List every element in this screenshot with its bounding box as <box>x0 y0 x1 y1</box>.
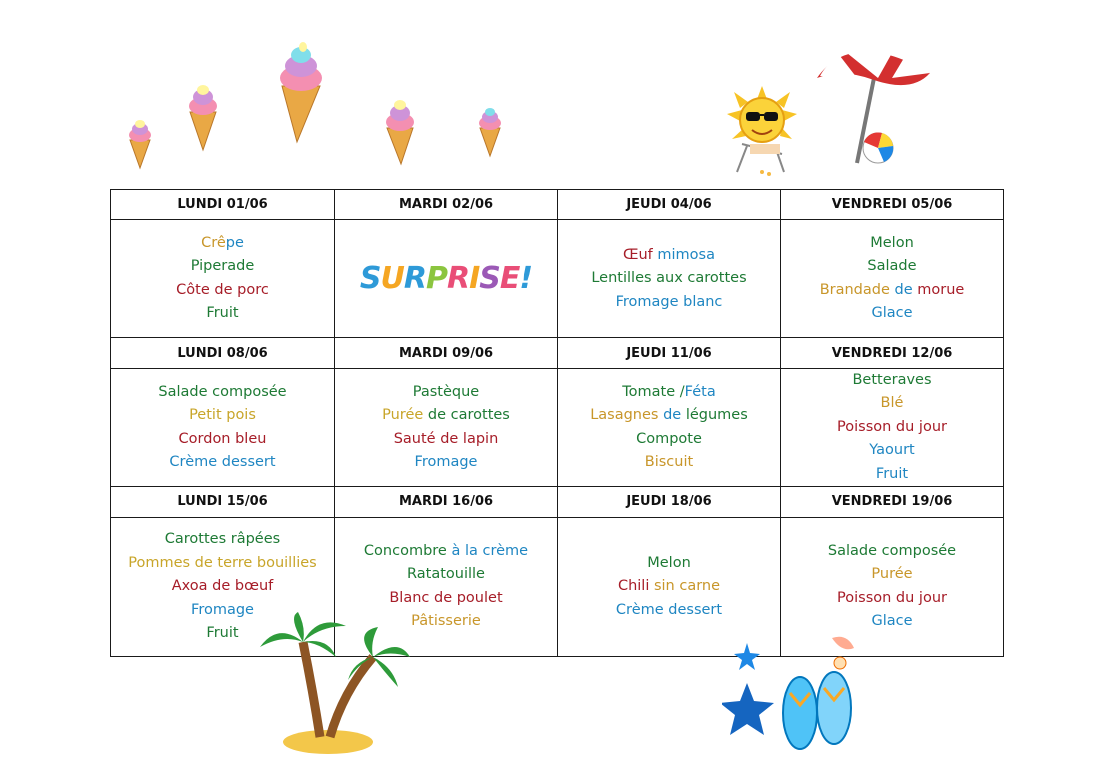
ice-cream-icon <box>380 98 420 166</box>
menu-item-text: Purée <box>871 566 913 583</box>
menu-item-text: Biscuit <box>644 454 694 470</box>
header-row <box>111 338 1004 368</box>
menu-item <box>111 302 334 326</box>
surprise-letter: S <box>479 261 500 297</box>
menu-item <box>111 552 334 576</box>
menu-cell <box>111 220 335 338</box>
day-header: LUNDI 08/06 <box>111 338 335 368</box>
menu-item-text: Cordon bleu <box>178 430 267 447</box>
surprise-banner <box>335 261 557 297</box>
menu-item <box>335 563 557 587</box>
menu-item <box>335 381 557 405</box>
menu-item-text: Compote <box>636 430 702 447</box>
menu-item-text: Féta <box>684 383 716 400</box>
menu-item-text: Crê <box>201 234 226 251</box>
menu-item <box>781 439 1003 463</box>
menu-row <box>111 517 1004 656</box>
surprise-letter: R <box>403 261 426 297</box>
menu-item-text: Salade <box>867 258 917 275</box>
menu-item-text: Fromage <box>414 454 478 470</box>
day-header: JEUDI 04/06 <box>558 190 781 220</box>
surprise-letter: S <box>359 261 381 297</box>
menu-item-text: Melon <box>870 234 914 251</box>
ice-cream-icon <box>475 106 505 158</box>
day-header: MARDI 09/06 <box>335 338 558 368</box>
menu-cell <box>335 368 558 487</box>
menu-item <box>558 428 780 452</box>
day-header: MARDI 16/06 <box>335 487 558 517</box>
menu-item-text: Lasagnes <box>590 407 664 423</box>
menu-item <box>335 404 557 428</box>
menu-item-text: Poisson du jour <box>837 589 947 606</box>
menu-item <box>558 244 780 268</box>
menu-item-text: Piperade <box>190 258 255 275</box>
surprise-letter: ! <box>519 261 533 297</box>
menu-item <box>558 575 780 599</box>
ice-cream-icon <box>184 82 222 152</box>
menu-item <box>781 255 1003 279</box>
menu-cell <box>111 368 335 487</box>
beach-items-icon <box>722 633 862 753</box>
menu-row <box>111 220 1004 338</box>
day-header: MARDI 02/06 <box>335 190 558 220</box>
menu-item-text: Blanc de poulet <box>389 589 503 606</box>
menu-item <box>558 291 780 315</box>
menu-item <box>111 428 334 452</box>
surprise-letter: R <box>447 261 470 297</box>
menu-item <box>781 302 1003 326</box>
menu-item-text: Glace <box>871 305 913 322</box>
menu-row <box>111 368 1004 487</box>
header-row <box>111 190 1004 220</box>
menu-cell <box>558 220 781 338</box>
sun-sunglasses-icon <box>722 84 807 179</box>
day-header: LUNDI 15/06 <box>111 487 335 517</box>
menu-item <box>335 587 557 611</box>
menu-item <box>781 540 1003 564</box>
menu-item <box>558 404 780 428</box>
menu-item-text: légumes <box>685 407 748 423</box>
menu-item <box>111 404 334 428</box>
menu-item-text: Lentilles aux carottes <box>591 270 747 287</box>
menu-item <box>111 575 334 599</box>
menu-item <box>558 552 780 576</box>
menu-item-text: de <box>894 281 918 298</box>
day-header: JEUDI 11/06 <box>558 338 781 368</box>
menu-item-text: Fruit <box>206 305 239 322</box>
menu-cell <box>335 220 558 338</box>
menu-item <box>111 451 334 475</box>
surprise-letter: P <box>426 261 447 297</box>
beach-umbrella-icon <box>812 38 937 168</box>
surprise-letter: I <box>469 261 480 297</box>
menu-item <box>781 463 1003 487</box>
menu-item-text: à la crème <box>451 542 529 559</box>
menu-item-text: Betteraves <box>852 371 932 388</box>
menu-item-text: Côte de porc <box>176 281 269 298</box>
day-header: VENDREDI 12/06 <box>781 338 1004 368</box>
menu-item-text: Pastèque <box>412 383 480 400</box>
menu-item <box>335 428 557 452</box>
menu-item <box>781 610 1003 634</box>
menu-item-text: Pâtisserie <box>411 613 481 630</box>
menu-item-text: Blé <box>880 395 904 412</box>
menu-item-text: pe <box>225 234 244 251</box>
day-header: JEUDI 18/06 <box>558 487 781 517</box>
surprise-letter: E <box>499 261 520 297</box>
menu-item-text: Crème dessert <box>169 454 276 470</box>
menu-item-text: de carottes <box>427 407 510 423</box>
menu-item-text: Tomate / <box>622 383 685 400</box>
menu-item-text: Ratatouille <box>407 566 485 583</box>
menu-item-text: Chili <box>617 578 654 595</box>
menu-item-text: Poisson du jour <box>837 418 947 435</box>
menu-item <box>781 392 1003 416</box>
menu-item-text: Petit pois <box>189 407 256 423</box>
menu-item-text: Carottes râpées <box>164 531 281 548</box>
menu-item-text: sin carne <box>653 578 721 595</box>
day-header: VENDREDI 05/06 <box>781 190 1004 220</box>
menu-item <box>111 232 334 256</box>
ice-cream-icon <box>125 118 155 170</box>
menu-item-text: Crème dessert <box>615 601 723 618</box>
menu-item <box>335 540 557 564</box>
menu-item-text: Brandade <box>819 281 895 298</box>
menu-item <box>781 587 1003 611</box>
menu-item <box>111 528 334 552</box>
menu-item <box>558 599 780 623</box>
palm-trees-icon <box>258 612 413 757</box>
menu-item-text: Glace <box>871 613 913 630</box>
menu-item-text: Pommes de terre bouillies <box>128 554 317 571</box>
menu-item <box>335 451 557 475</box>
menu-item-text: Fromage blanc <box>615 293 723 310</box>
menu-item-text: Sauté de lapin <box>393 430 499 447</box>
menu-cell <box>558 368 781 487</box>
menu-item <box>558 451 780 475</box>
header-row <box>111 487 1004 517</box>
menu-item-text: mimosa <box>657 246 715 263</box>
day-header: LUNDI 01/06 <box>111 190 335 220</box>
menu-item <box>781 232 1003 256</box>
ice-cream-icon <box>273 42 329 144</box>
menu-item-text: Fromage <box>191 601 254 618</box>
menu-item <box>111 255 334 279</box>
menu-item <box>781 563 1003 587</box>
menu-cell <box>781 368 1004 487</box>
surprise-letter: U <box>380 261 404 297</box>
menu-item-text: Melon <box>647 554 691 571</box>
menu-item-text: de <box>663 407 686 423</box>
menu-item <box>781 416 1003 440</box>
menu-item-text: Axoa de bœuf <box>171 578 274 595</box>
menu-item-text: Purée <box>382 407 428 423</box>
menu-table <box>110 189 1004 657</box>
menu-cell <box>781 220 1004 338</box>
menu-item-text: Salade composée <box>158 383 287 400</box>
menu-item <box>781 279 1003 303</box>
menu-item <box>111 381 334 405</box>
menu-item-text: Fruit <box>875 465 909 482</box>
menu-item <box>558 267 780 291</box>
menu-item <box>781 369 1003 393</box>
menu-item-text: Œuf <box>622 246 658 263</box>
menu-item <box>558 381 780 405</box>
menu-item-text: morue <box>917 281 965 298</box>
menu-item-text: Fruit <box>206 625 239 642</box>
menu-item <box>111 279 334 303</box>
menu-item-text: Salade composée <box>827 542 957 559</box>
menu-item-text: Yaourt <box>869 442 915 459</box>
day-header: VENDREDI 19/06 <box>781 487 1004 517</box>
menu-item-text: Concombre <box>363 542 452 559</box>
